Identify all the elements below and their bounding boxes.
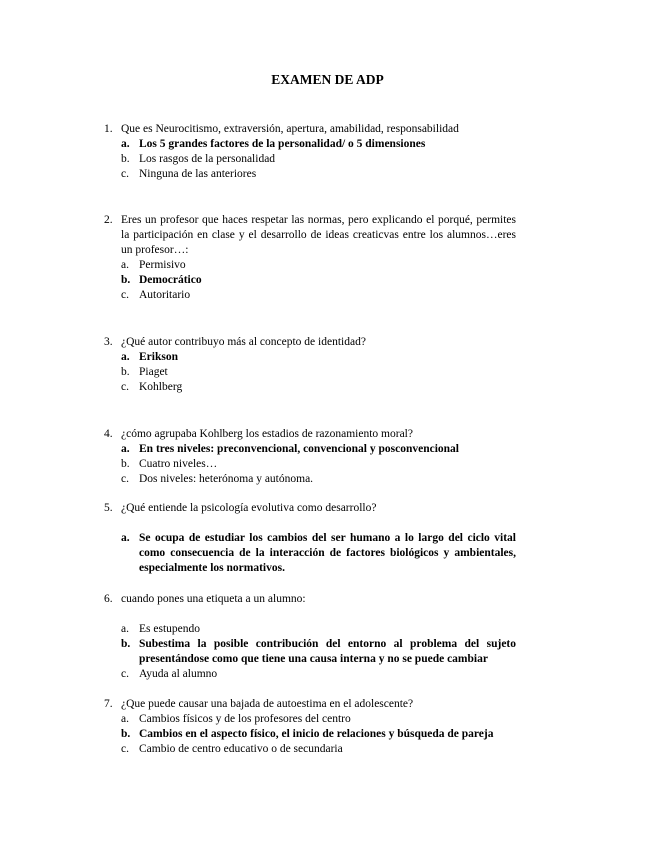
question-text: ¿cómo agrupaba Kohlberg los estadios de razonamiento moral?	[121, 428, 413, 440]
question-number: 3.	[104, 336, 113, 348]
option-label: b.	[121, 458, 130, 470]
option-label: b.	[121, 728, 131, 740]
question-5	[104, 501, 516, 576]
option-c	[121, 472, 516, 487]
option-text: Los 5 grandes factores de la personalidad/ o 5 dimensiones	[139, 138, 426, 150]
option-label: a.	[121, 443, 130, 455]
spacer	[104, 516, 516, 531]
question-text: ¿Qué autor contribuyo más al concepto de identidad?	[121, 336, 366, 348]
option-label: b.	[121, 638, 131, 650]
option-text: Es estupendo	[139, 623, 201, 635]
option-a	[121, 622, 516, 637]
option-text: Cambio de centro educativo o de secundaria	[139, 743, 343, 755]
option-label: b.	[121, 274, 131, 286]
question-4	[104, 427, 516, 487]
question-number: 1.	[104, 123, 113, 135]
option-text: Ninguna de las anteriores	[139, 168, 257, 180]
option-c	[121, 167, 516, 182]
option-text: Dos niveles: heterónoma y autónoma.	[139, 473, 314, 485]
question-7	[104, 697, 516, 757]
option-a	[121, 712, 516, 727]
question-number: 2.	[104, 214, 113, 226]
option-b	[121, 457, 516, 472]
option-label: c.	[121, 289, 129, 301]
question-number: 6.	[104, 593, 113, 605]
question-text: ¿Qué entiende la psicología evolutiva como desarrollo?	[121, 502, 377, 514]
option-text: Autoritario	[139, 289, 191, 301]
option-b	[121, 152, 516, 167]
option-text: Democrático	[139, 274, 202, 286]
question-text: ¿Que puede causar una bajada de autoestima en el adolescente?	[121, 698, 414, 710]
option-label: b.	[121, 153, 130, 165]
question-6	[104, 592, 516, 682]
option-b-correct	[121, 637, 516, 667]
option-text: Cambios en el aspecto físico, el inicio de relaciones y búsqueda de pareja	[139, 728, 494, 740]
question-text: Que es Neurocitismo, extraversión, apertura, amabilidad, responsabilidad	[121, 123, 459, 135]
option-b	[121, 365, 516, 380]
question-number: 4.	[104, 428, 113, 440]
spacer	[104, 607, 516, 622]
option-c	[121, 288, 516, 303]
question-text: Eres un profesor que haces respetar las normas, pero explicando el porqué, permites la participación en clase y el desarrollo de ideas creaticvas entre los alumnos…eres un profesor…:	[121, 214, 516, 256]
option-text: Subestima la posible contribución del entorno al problema del sujeto presentándose como que tiene una causa interna y no se puede cambiar	[139, 638, 516, 665]
option-a-correct	[121, 350, 516, 365]
option-label: a.	[121, 259, 129, 271]
question-text: cuando pones una etiqueta a un alumno:	[121, 593, 306, 605]
option-text: Los rasgos de la personalidad	[139, 153, 276, 165]
option-a-correct	[121, 531, 516, 576]
option-label: a.	[121, 138, 130, 150]
question-3	[104, 335, 516, 395]
option-label: c.	[121, 668, 129, 680]
option-c	[121, 380, 516, 395]
option-label: c.	[121, 743, 129, 755]
option-b-correct	[121, 727, 516, 742]
option-label: c.	[121, 381, 129, 393]
question-number: 7.	[104, 698, 113, 710]
option-b-correct	[121, 273, 516, 288]
option-a-correct	[121, 442, 516, 457]
option-text: Permisivo	[139, 259, 186, 271]
page-title: EXAMEN DE ADP	[271, 72, 384, 87]
option-label: a.	[121, 713, 129, 725]
option-text: Se ocupa de estudiar los cambios del ser humano a lo largo del ciclo vital como consecuencia de la interacción de factores biológicos y ambientales, especialmente los normativos.	[139, 532, 516, 574]
option-a-correct	[121, 137, 516, 152]
option-label: c.	[121, 473, 129, 485]
option-label: a.	[121, 351, 130, 363]
option-text: Cambios físicos y de los profesores del centro	[139, 713, 351, 725]
option-text: Cuatro niveles…	[139, 458, 218, 470]
question-2	[104, 213, 516, 303]
option-text: Erikson	[139, 351, 178, 363]
option-text: En tres niveles: preconvencional, convencional y posconvencional	[139, 443, 459, 455]
option-a	[121, 258, 516, 273]
option-label: a.	[121, 532, 130, 544]
option-c	[121, 742, 516, 757]
option-label: c.	[121, 168, 129, 180]
option-text: Ayuda al alumno	[139, 668, 218, 680]
option-label: b.	[121, 366, 130, 378]
option-text: Piaget	[139, 366, 168, 378]
question-1	[104, 122, 516, 182]
option-c	[121, 667, 516, 682]
option-label: a.	[121, 623, 129, 635]
option-text: Kohlberg	[139, 381, 183, 393]
question-number: 5.	[104, 502, 113, 514]
